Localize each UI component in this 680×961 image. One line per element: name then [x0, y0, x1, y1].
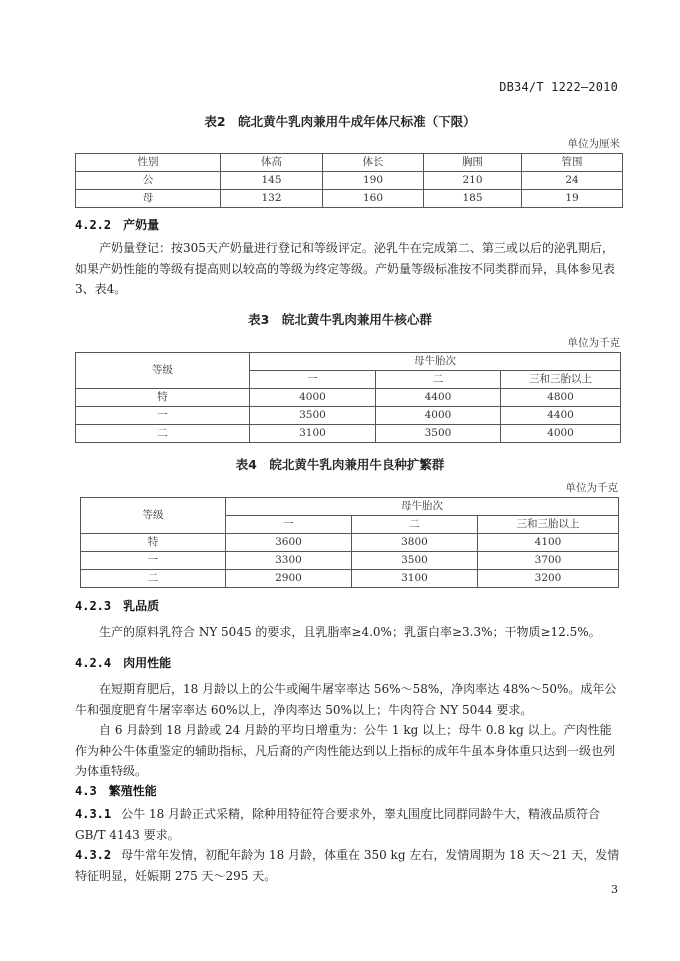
table-cell: 19 [522, 190, 623, 208]
section-4-2-4-body [75, 679, 620, 782]
table4-title: 表4 皖北黄牛乳肉兼用牛良种扩繁群 [235, 457, 445, 472]
table-cell: 3200 [478, 570, 619, 588]
table-cell: 3700 [478, 552, 619, 570]
table-row [76, 407, 621, 425]
table3-title: 表3 皖北黄牛乳肉兼用牛核心群 [248, 312, 432, 327]
table-cell: 二 [76, 425, 250, 443]
table-cell: 3500 [352, 552, 478, 570]
table-cell: 二 [81, 570, 226, 588]
table-row [81, 570, 619, 588]
section-4-3-body [75, 804, 620, 886]
column-header: 一 [250, 371, 376, 389]
clause-text: 母牛常年发情，初配年龄为 18 月龄，体重在 350 kg 左右，发情周期为 18 天～21 天，发情特征明显，妊娠期 275 天～295 天。 [75, 848, 620, 883]
table3 [75, 352, 621, 443]
section-number: 4.2.4 [75, 656, 112, 670]
table4-unit: 单位为千克 [565, 482, 618, 494]
table-header-row [76, 154, 623, 172]
section-heading-4-2-3 [75, 597, 159, 614]
table-row [76, 389, 621, 407]
table-cell: 145 [221, 172, 323, 190]
parity-header: 母牛胎次 [226, 498, 619, 516]
table-row [76, 190, 623, 208]
table-row [81, 534, 619, 552]
table-cell: 3100 [250, 425, 376, 443]
paragraph: 在短期育肥后，18 月龄以上的公牛或阉牛屠宰率达 56%～58%，净肉率达 48%～50%。成年公牛和强度肥育牛屠宰率达 60%以上，净肉率达 50%以上；牛肉符合 NY 5044 要求。 [75, 682, 617, 717]
table-cell: 特 [81, 534, 226, 552]
table-cell: 特 [76, 389, 250, 407]
section-number: 4.2.3 [75, 599, 112, 613]
section-title: 繁殖性能 [108, 784, 157, 798]
column-header: 体长 [323, 154, 424, 172]
table-cell: 4400 [501, 407, 621, 425]
page-number: 3 [611, 883, 618, 896]
table-header-row [76, 353, 621, 371]
paragraph: 生产的原料乳符合 NY 5045 的要求，且乳脂率≥4.0%；乳蛋白率≥3.3%；干物质≥12.5%。 [99, 625, 601, 639]
table-cell: 4000 [376, 407, 501, 425]
clause-4-3-2 [75, 845, 620, 886]
table-row [76, 172, 623, 190]
section-4-2-2-body [75, 238, 620, 300]
section-heading-4-2-4 [75, 654, 171, 671]
column-header: 体高 [221, 154, 323, 172]
column-header: 三和三胎以上 [501, 371, 621, 389]
section-number: 4.3 [75, 784, 97, 798]
table-header-row [81, 498, 619, 516]
section-heading-4-3 [75, 782, 157, 799]
table-cell: 一 [76, 407, 250, 425]
table2 [75, 153, 623, 208]
table-cell: 160 [323, 190, 424, 208]
section-number: 4.2.2 [75, 218, 112, 232]
table-cell: 4800 [501, 389, 621, 407]
table-cell: 132 [221, 190, 323, 208]
table4 [80, 497, 619, 588]
table-cell: 公 [76, 172, 221, 190]
table-cell: 3600 [226, 534, 352, 552]
table2-title: 表2 皖北黄牛乳肉兼用牛成年体尺标准（下限） [204, 114, 476, 129]
clause-number: 4.3.1 [75, 807, 112, 821]
column-header: 性别 [76, 154, 221, 172]
table-row [76, 425, 621, 443]
grade-header: 等级 [76, 353, 250, 389]
column-header: 胸围 [424, 154, 522, 172]
column-header: 二 [352, 516, 478, 534]
clause-4-3-1 [75, 804, 620, 845]
table-cell: 4400 [376, 389, 501, 407]
clause-text: 公牛 18 月龄正式采精，除种用特征符合要求外，睾丸围度比同群同龄牛大，精液品质符合 GB/T 4143 要求。 [75, 807, 601, 842]
standard-id: DB34/T 1222—2010 [499, 80, 618, 94]
column-header: 二 [376, 371, 501, 389]
table-cell: 210 [424, 172, 522, 190]
table-cell: 4100 [478, 534, 619, 552]
table-cell: 4000 [250, 389, 376, 407]
column-header: 管围 [522, 154, 623, 172]
table-cell: 3500 [250, 407, 376, 425]
table-cell: 母 [76, 190, 221, 208]
table-cell: 3800 [352, 534, 478, 552]
table-cell: 3300 [226, 552, 352, 570]
table-cell: 4000 [501, 425, 621, 443]
section-title: 肉用性能 [123, 656, 172, 670]
table3-unit: 单位为千克 [567, 337, 620, 349]
table-cell: 185 [424, 190, 522, 208]
section-4-2-3-body [75, 622, 620, 643]
column-header: 一 [226, 516, 352, 534]
table-cell: 一 [81, 552, 226, 570]
grade-header: 等级 [81, 498, 226, 534]
table-cell: 190 [323, 172, 424, 190]
column-header: 三和三胎以上 [478, 516, 619, 534]
section-title: 产奶量 [123, 218, 160, 232]
clause-number: 4.3.2 [75, 848, 112, 862]
table2-unit: 单位为厘米 [567, 138, 620, 150]
parity-header: 母牛胎次 [250, 353, 621, 371]
table-row [81, 552, 619, 570]
section-heading-4-2-2 [75, 216, 159, 233]
table-cell: 3500 [376, 425, 501, 443]
section-title: 乳品质 [123, 599, 160, 613]
table-cell: 2900 [226, 570, 352, 588]
paragraph: 产奶量登记：按305天产奶量进行登记和等级评定。泌乳牛在完成第二、第三或以后的泌乳期后，如果产奶性能的等级有提高则以较高的等级为终定等级。产奶量等级标准按不同类群而异，具体参见表3、表4。 [75, 241, 616, 296]
table-cell: 3100 [352, 570, 478, 588]
table-cell: 24 [522, 172, 623, 190]
paragraph: 自 6 月龄到 18 月龄或 24 月龄的平均日增重为：公牛 1 kg 以上；母牛 0.8 kg 以上。产肉性能作为种公牛体重鉴定的辅助指标，凡后裔的产肉性能达到以上指标的成年牛虽本身体重只达到一级也列为体重特级。 [75, 723, 616, 778]
